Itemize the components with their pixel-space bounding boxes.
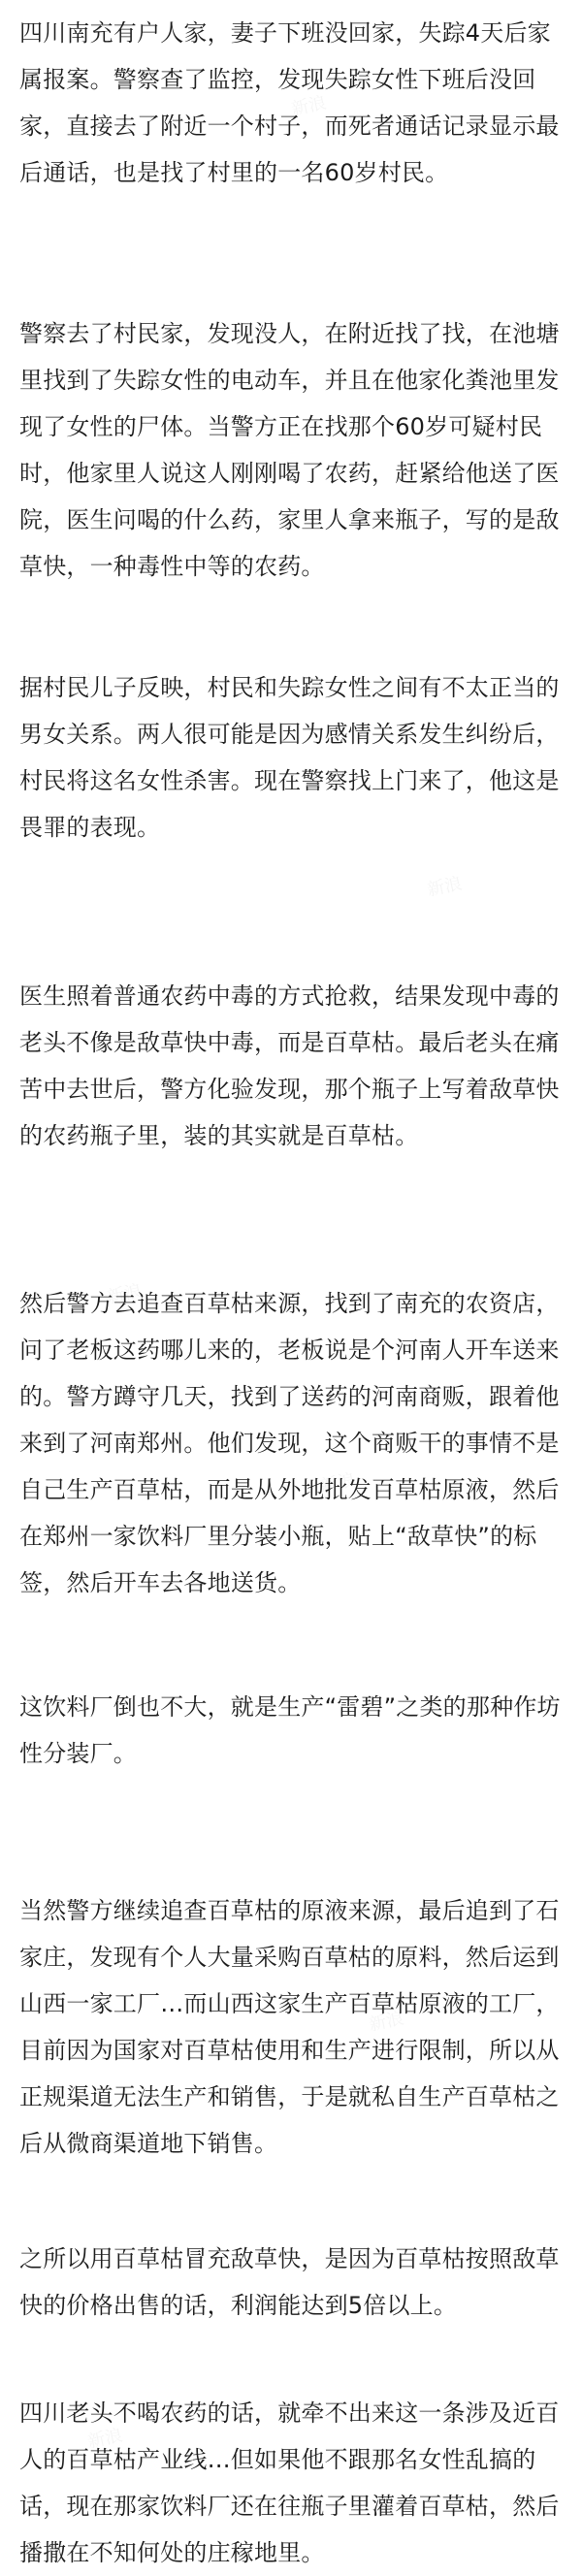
paragraph-5: 然后警方去追查百草枯来源，找到了南充的农资店，问了老板这药哪儿来的，老板说是个河南人开车送来的。警方蹲守几天，找到了送药的河南商贩，跟着他来到了河南郑州。他们发现，这个商贩干的事情不是自己生产百草枯，而是从外地批发百草枯原液，然后在郑州一家饮料厂里分装小瓶，贴上“敌草快”的标签，然后开车去各地送货。 xyxy=(19,1290,560,1596)
paragraph-1: 四川南充有户人家，妻子下班没回家，失踪4天后家属报案。警察查了监控，发现失踪女性下班后没回家，直接去了附近一个村子，而死者通话记录显示最后通话，也是找了村里的一名60岁村民。 xyxy=(19,19,560,186)
paragraph-8: 之所以用百草枯冒充敌草快，是因为百草枯按照敌草快的价格出售的话，利润能达到5倍以上。 xyxy=(19,2245,560,2319)
paragraph-9: 四川老头不喝农药的话，就牵不出来这一条涉及近百人的百草枯产业线…但如果他不跟那名女性乱搞的话，现在那家饮料厂还在往瓶子里灌着百草枯，然后播撒在不知何处的庄稼地里。 xyxy=(19,2399,560,2566)
watermark xyxy=(425,870,465,902)
paragraph-6: 这饮料厂倒也不大，就是生产“雷碧”之类的那种作坊性分装厂。 xyxy=(19,1693,561,1767)
paragraph-3: 据村民儿子反映，村民和失踪女性之间有不太正当的男女关系。两人很可能是因为感情关系发生纠纷后，村民将这名女性杀害。现在警察找上门来了，他这是畏罪的表现。 xyxy=(19,674,560,841)
paragraph-7: 当然警方继续追查百草枯的原液来源，最后追到了石家庄，发现有个人大量采购百草枯的原料，然后运到山西一家工厂…而山西这家生产百草枯原液的工厂，目前因为国家对百草枯使用和生产进行限制，所以从正规渠道无法生产和销售，于是就私自生产百草枯之后从微商渠道地下销售。 xyxy=(19,1897,560,2157)
paragraph-4: 医生照着普通农药中毒的方式抢救，结果发现中毒的老头不像是敌草快中毒，而是百草枯。最后老头在痛苦中去世后，警方化验发现，那个瓶子上写着敌草快的农药瓶子里，装的其实就是百草枯。 xyxy=(19,982,560,1149)
paragraph-2: 警察去了村民家，发现没人，在附近找了找，在池塘里找到了失踪女性的电动车，并且在他家化粪池里发现了女性的尸体。当警方正在找那个60岁可疑村民时，他家里人说这人刚刚喝了农药，赶紧给他送了医院，医生问喝的什么药，家里人拿来瓶子，写的是敌草快，一种毒性中等的农药。 xyxy=(19,320,560,580)
